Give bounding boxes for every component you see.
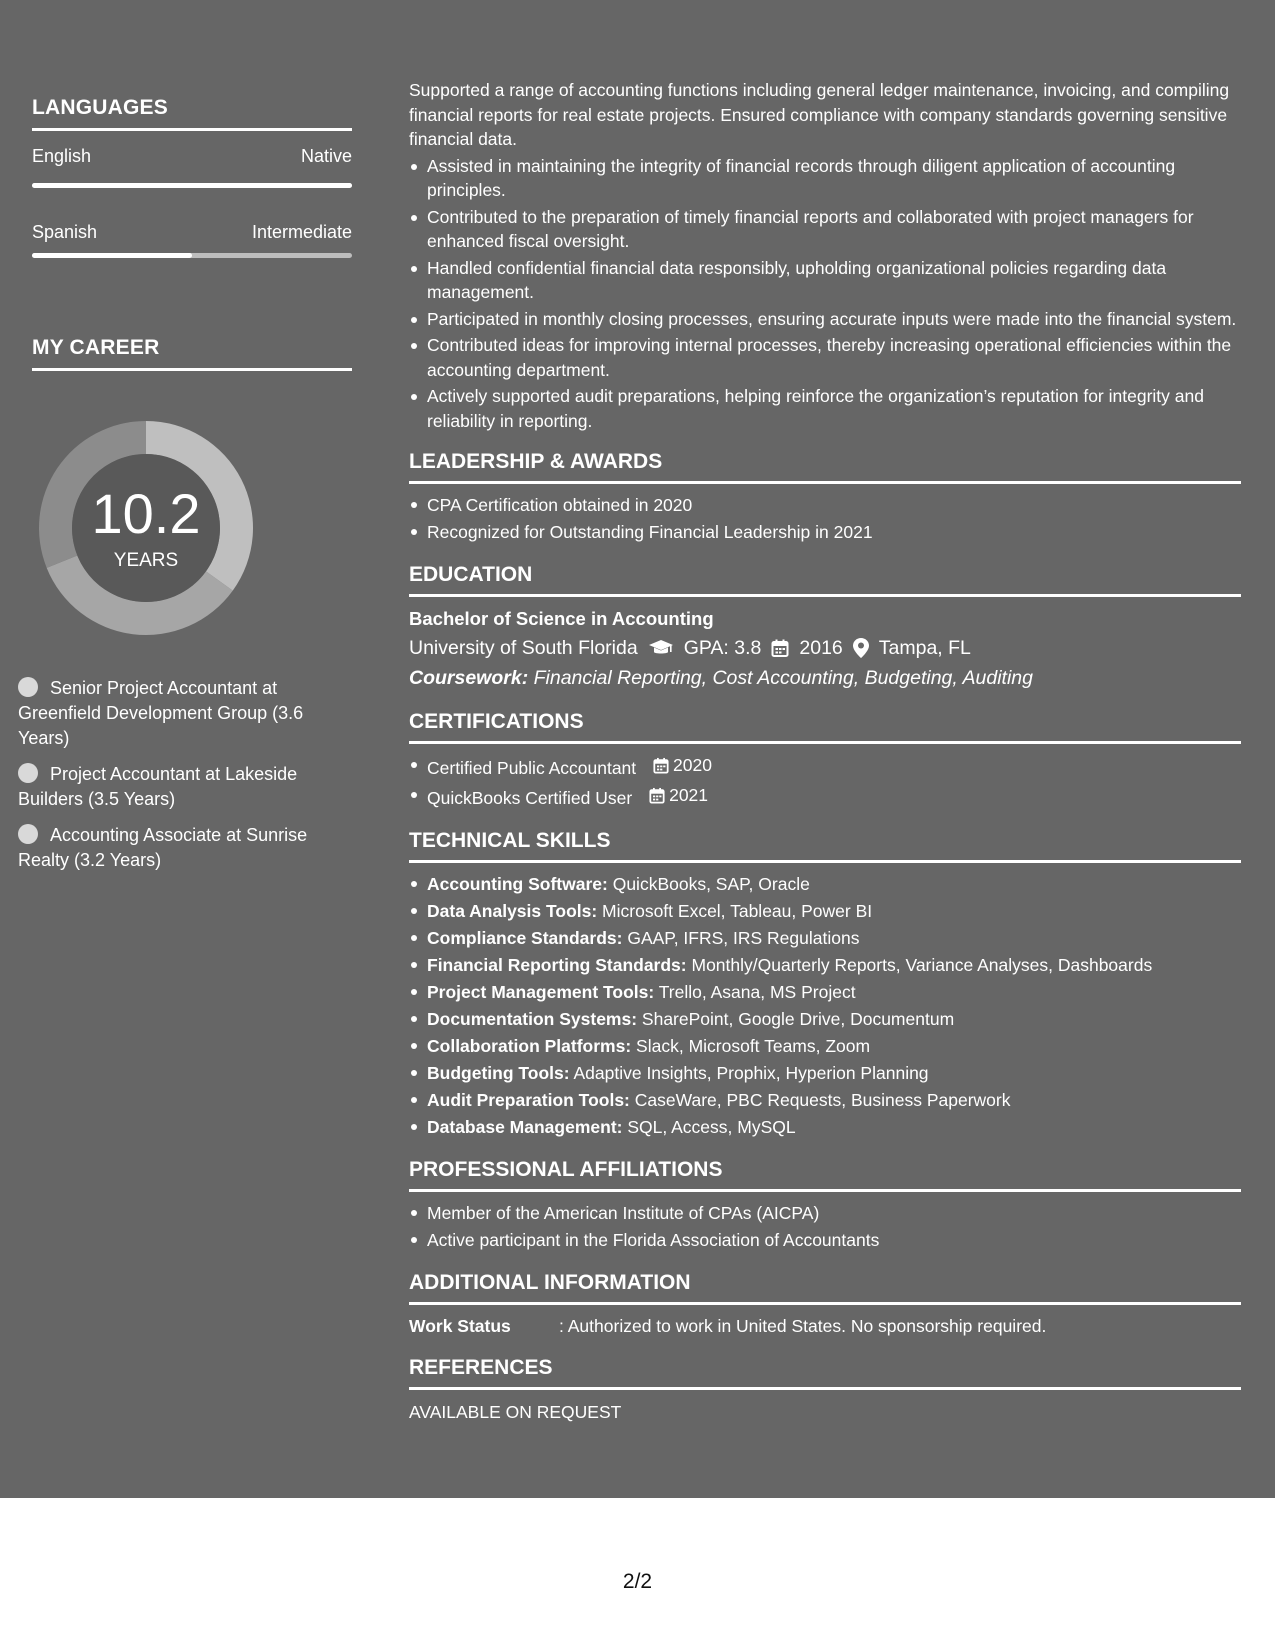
location-pin-icon xyxy=(853,638,869,658)
coursework-list: Financial Reporting, Cost Accounting, Budgeting, Auditing xyxy=(528,667,1033,689)
leadership-title: LEADERSHIP & AWARDS xyxy=(409,449,1241,484)
experience-bullet: Actively supported audit preparations, helping reinforce the organization’s reputation for integrity and reliability in reporting. xyxy=(409,384,1241,433)
skills-title: TECHNICAL SKILLS xyxy=(409,828,1241,863)
experience-bullet: Participated in monthly closing processes, ensuring accurate inputs were made into the financial system. xyxy=(409,307,1241,332)
affiliation-item: Member of the American Institute of CPAs (AICPA) xyxy=(409,1200,1241,1227)
career-total-years: 10.2 xyxy=(91,482,201,545)
coursework-label: Coursework: xyxy=(409,667,529,689)
skill-values: QuickBooks, SAP, Oracle xyxy=(607,874,810,894)
language-level: Native xyxy=(300,146,352,166)
skill-category: Project Management Tools: xyxy=(427,982,655,1002)
education-section xyxy=(409,562,1241,693)
skill-item xyxy=(409,1006,1241,1033)
skill-item xyxy=(409,1114,1241,1141)
skill-item xyxy=(409,1087,1241,1114)
language-proficiency-bar xyxy=(32,183,352,188)
page-number: 2/2 xyxy=(622,1570,653,1593)
skill-category: Database Management: xyxy=(427,1117,623,1137)
education-location: Tampa, FL xyxy=(878,637,971,659)
experience-bullet: Contributed to the preparation of timely financial reports and collaborated with project managers for enhanced fiscal oversight. xyxy=(409,205,1241,254)
career-legend-item xyxy=(18,762,318,812)
education-meta xyxy=(409,633,1241,663)
skill-category: Compliance Standards: xyxy=(427,928,623,948)
skill-values: Microsoft Excel, Tableau, Power BI xyxy=(597,901,873,921)
language-row xyxy=(32,146,352,167)
work-status-row xyxy=(409,1313,1241,1339)
certification-year: 2020 xyxy=(673,755,712,775)
certifications-title: CERTIFICATIONS xyxy=(409,709,1241,744)
skill-values: CaseWare, PBC Requests, Business Paperwork xyxy=(629,1090,1011,1110)
career-legend-label: Accounting Associate at Sunrise Realty (3.2 Years) xyxy=(18,825,308,870)
affiliations-section xyxy=(409,1157,1241,1254)
experience-bullets xyxy=(409,154,1241,434)
affiliations-title: PROFESSIONAL AFFILIATIONS xyxy=(409,1157,1241,1192)
graduation-cap-icon xyxy=(648,639,674,657)
skill-category: Financial Reporting Standards: xyxy=(427,955,687,975)
legend-dot-icon xyxy=(18,763,38,783)
skill-category: Accounting Software: xyxy=(427,874,608,894)
coursework xyxy=(409,663,1241,693)
skill-values: SharePoint, Google Drive, Documentum xyxy=(637,1009,955,1029)
skill-item xyxy=(409,898,1241,925)
career-title: MY CAREER xyxy=(32,336,352,371)
skill-values: Monthly/Quarterly Reports, Variance Analyses, Dashboards xyxy=(686,955,1153,975)
references-title: REFERENCES xyxy=(409,1355,1241,1390)
graduation-year: 2016 xyxy=(799,637,843,659)
affiliations-list xyxy=(409,1200,1241,1254)
skill-item xyxy=(409,952,1241,979)
certification-item xyxy=(409,782,1241,812)
leadership-section xyxy=(409,449,1241,546)
language-proficiency-bar xyxy=(32,253,352,258)
skill-category: Data Analysis Tools: xyxy=(427,901,598,921)
experience-bullet: Contributed ideas for improving internal processes, thereby increasing operational efficiencies within the accounting department. xyxy=(409,333,1241,382)
certifications-section xyxy=(409,709,1241,812)
additional-title: ADDITIONAL INFORMATION xyxy=(409,1270,1241,1305)
calendar-icon xyxy=(771,639,789,657)
certification-year: 2021 xyxy=(669,785,709,805)
certifications-list xyxy=(409,752,1241,812)
experience-summary: Supported a range of accounting functions including general ledger maintenance, invoicing, and compiling financial reports for real estate projects. Ensured compliance with company standards governing sensitive financial data. xyxy=(409,80,1230,149)
experience-bullet: Assisted in maintaining the integrity of financial records through diligent application of accounting principles. xyxy=(409,154,1241,203)
right-column xyxy=(409,78,1241,1426)
career-legend-item xyxy=(18,676,318,751)
certification-date xyxy=(649,782,708,809)
legend-dot-icon xyxy=(18,677,38,697)
certification-date xyxy=(653,752,712,779)
career-legend xyxy=(18,676,318,884)
career-legend-label: Senior Project Accountant at Greenfield Development Group (3.6 Years) xyxy=(18,678,304,748)
additional-section xyxy=(409,1270,1241,1339)
certification-name: QuickBooks Certified User xyxy=(427,788,633,808)
certification-name: Certified Public Accountant xyxy=(427,758,637,778)
experience-bullet: Handled confidential financial data responsibly, upholding organizational policies regarding data management. xyxy=(409,256,1241,305)
calendar-icon xyxy=(653,757,669,774)
degree-name: Bachelor of Science in Accounting xyxy=(409,608,714,629)
skill-category: Collaboration Platforms: xyxy=(427,1036,632,1056)
affiliation-item: Active participant in the Florida Association of Accountants xyxy=(409,1227,1241,1254)
language-proficiency-fill xyxy=(32,253,192,258)
skill-category: Audit Preparation Tools: xyxy=(427,1090,630,1110)
language-name: English xyxy=(32,146,92,166)
references-text: AVAILABLE ON REQUEST xyxy=(409,1402,622,1422)
leadership-item: Recognized for Outstanding Financial Leadership in 2021 xyxy=(409,519,1241,546)
skill-values: SQL, Access, MySQL xyxy=(622,1117,796,1137)
skill-values: Adaptive Insights, Prophix, Hyperion Planning xyxy=(569,1063,929,1083)
calendar-icon xyxy=(649,787,665,804)
languages-title: LANGUAGES xyxy=(32,96,352,131)
skill-item xyxy=(409,1060,1241,1087)
school-name: University of South Florida xyxy=(409,637,638,659)
career-legend-item xyxy=(18,823,318,873)
skill-item xyxy=(409,979,1241,1006)
skill-values: GAAP, IFRS, IRS Regulations xyxy=(622,928,860,948)
skills-list xyxy=(409,871,1241,1141)
skill-item xyxy=(409,1033,1241,1060)
career-legend-label: Project Accountant at Lakeside Builders (3.5 Years) xyxy=(18,764,298,809)
language-level: Intermediate xyxy=(251,222,352,242)
skill-category: Documentation Systems: xyxy=(427,1009,638,1029)
skill-item xyxy=(409,871,1241,898)
language-row xyxy=(32,222,352,243)
career-years-label: YEARS xyxy=(113,550,179,571)
leadership-list xyxy=(409,492,1241,546)
references-section xyxy=(409,1355,1241,1426)
work-status-value: : Authorized to work in United States. No sponsorship required. xyxy=(559,1316,1047,1336)
certification-item xyxy=(409,752,1241,782)
gpa-value: GPA: 3.8 xyxy=(683,637,762,659)
education-title: EDUCATION xyxy=(409,562,1241,597)
language-name: Spanish xyxy=(32,222,98,242)
skills-section xyxy=(409,828,1241,1141)
skill-item xyxy=(409,925,1241,952)
language-proficiency-fill xyxy=(32,183,352,188)
skill-values: Trello, Asana, MS Project xyxy=(654,982,856,1002)
leadership-item: CPA Certification obtained in 2020 xyxy=(409,492,1241,519)
work-status-label: Work Status xyxy=(409,1316,511,1336)
skill-category: Budgeting Tools: xyxy=(427,1063,570,1083)
skill-values: Slack, Microsoft Teams, Zoom xyxy=(631,1036,871,1056)
legend-dot-icon xyxy=(18,824,38,844)
